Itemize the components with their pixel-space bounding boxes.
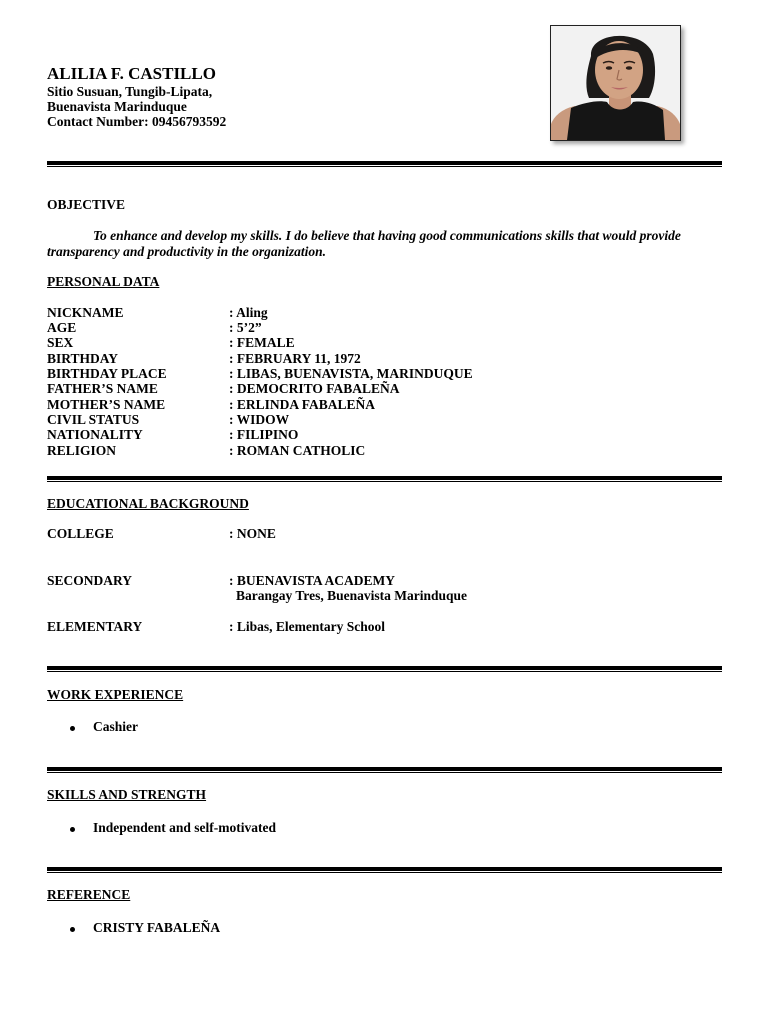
applicant-name: ALILIA F. CASTILLO (47, 64, 216, 83)
mother-name-value: : ERLINDA FABALEÑA (229, 397, 376, 412)
father-name-value: : DEMOCRITO FABALEÑA (229, 381, 400, 396)
section-divider (47, 476, 722, 483)
objective-text: To enhance and develop my skills. I do believe that having good communications skills that would provide transparency and productivity in the organization. (47, 228, 681, 259)
skills-heading: SKILLS AND STRENGTH (47, 787, 207, 802)
address-line-2: Buenavista Marinduque (47, 99, 187, 114)
work-item: Cashier (93, 719, 138, 734)
birthplace-value: : LIBAS, BUENAVISTA, MARINDUQUE (229, 366, 473, 381)
work-experience-heading: WORK EXPERIENCE (47, 687, 184, 702)
secondary-label: SECONDARY (47, 573, 133, 588)
section-divider (47, 867, 722, 874)
nickname-value: : Aling (229, 305, 268, 320)
birthplace-label: BIRTHDAY PLACE (47, 366, 167, 381)
profile-photo (550, 25, 681, 141)
bullet-icon (70, 827, 75, 832)
personal-data-heading: PERSONAL DATA (47, 274, 160, 289)
sex-value: : FEMALE (229, 335, 295, 350)
bullet-icon (70, 726, 75, 731)
section-divider (47, 666, 722, 673)
secondary-address: Barangay Tres, Buenavista Marinduque (236, 588, 468, 603)
nickname-label: NICKNAME (47, 305, 124, 320)
father-name-label: FATHER’S NAME (47, 381, 158, 396)
secondary-value: : BUENAVISTA ACADEMY (229, 573, 396, 588)
nationality-label: NATIONALITY (47, 427, 143, 442)
address-line-1: Sitio Susuan, Tungib-Lipata, (47, 84, 213, 99)
elementary-label: ELEMENTARY (47, 619, 143, 634)
birthday-value: : FEBRUARY 11, 1972 (229, 351, 361, 366)
skill-item: Independent and self-motivated (93, 820, 277, 835)
reference-item: CRISTY FABALEÑA (93, 920, 221, 935)
bullet-icon (70, 927, 75, 932)
section-divider (47, 767, 722, 774)
mother-name-label: MOTHER’S NAME (47, 397, 166, 412)
civil-status-label: CIVIL STATUS (47, 412, 140, 427)
age-label: AGE (47, 320, 77, 335)
college-value: : NONE (229, 526, 276, 541)
civil-status-value: : WIDOW (229, 412, 290, 427)
college-label: COLLEGE (47, 526, 114, 541)
religion-label: RELIGION (47, 443, 117, 458)
section-divider (47, 161, 722, 168)
objective-heading: OBJECTIVE (47, 197, 126, 212)
elementary-value: : Libas, Elementary School (229, 619, 386, 634)
education-heading: EDUCATIONAL BACKGROUND (47, 496, 249, 511)
nationality-value: : FILIPINO (229, 427, 299, 442)
sex-label: SEX (47, 335, 74, 350)
birthday-label: BIRTHDAY (47, 351, 119, 366)
contact-number: Contact Number: 09456793592 (47, 114, 227, 129)
age-value: : 5’2” (229, 320, 262, 335)
reference-heading: REFERENCE (47, 887, 131, 902)
religion-value: : ROMAN CATHOLIC (229, 443, 366, 458)
